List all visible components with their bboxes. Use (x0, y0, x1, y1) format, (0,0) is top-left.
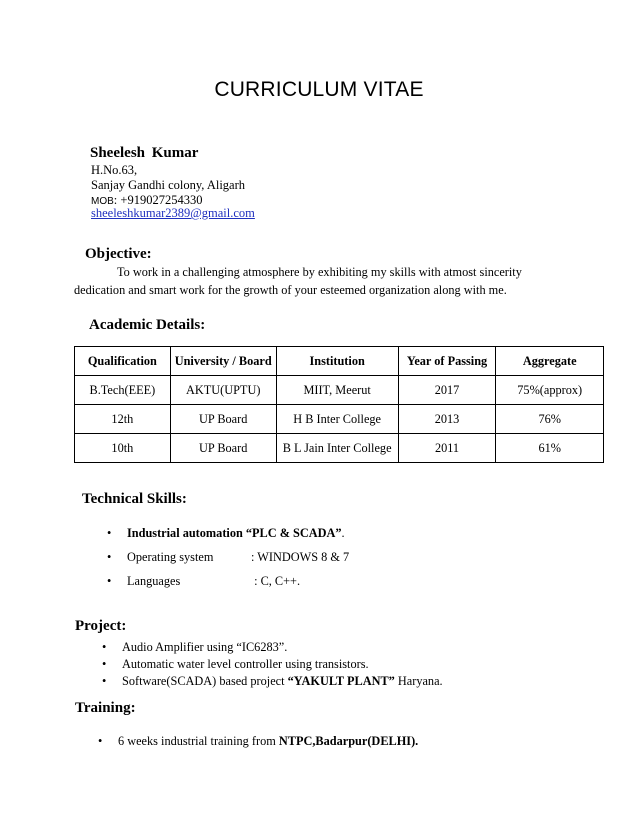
training-item-bold: NTPC,Badarpur(DELHI). (278, 734, 419, 748)
table-cell: 10th (75, 434, 171, 463)
applicant-name: Sheelesh Kumar (90, 145, 199, 161)
skill-automation-end: . (341, 526, 345, 540)
header-institution: Institution (276, 347, 398, 376)
bullet-icon: • (102, 657, 107, 671)
objective-heading: Objective: (85, 246, 152, 262)
list-item (107, 526, 349, 550)
header-university: University / Board (170, 347, 276, 376)
email-link[interactable]: sheeleshkumar2389@gmail.com (91, 206, 255, 220)
bullet-icon: • (102, 674, 107, 688)
academic-table (74, 346, 604, 463)
training-list (98, 734, 418, 749)
table-cell: 61% (496, 434, 604, 463)
bullet-icon: • (102, 640, 107, 654)
project-item-3-pre: Software(SCADA) based project (122, 674, 288, 688)
bullet-icon: • (107, 526, 112, 540)
table-row (75, 405, 604, 434)
technical-heading: Technical Skills: (82, 491, 187, 507)
table-cell: 2013 (398, 405, 496, 434)
mobile-value: +919027254330 (120, 193, 203, 207)
list-item (102, 657, 443, 674)
document-title: CURRICULUM VITAE (214, 78, 424, 101)
list-item (107, 550, 349, 574)
table-cell: 2011 (398, 434, 496, 463)
project-heading: Project: (75, 618, 127, 634)
list-item (102, 674, 443, 691)
list-item (102, 640, 443, 657)
skill-languages-value: : C, C++. (251, 574, 301, 588)
list-item (98, 734, 418, 749)
list-item (107, 574, 349, 598)
academic-heading: Academic Details: (89, 317, 206, 333)
table-cell: UP Board (170, 434, 276, 463)
training-item-pre: 6 weeks industrial training from (118, 734, 279, 748)
project-item-3-bold: “YAKULT PLANT” (287, 674, 395, 688)
header-aggregate: Aggregate (496, 347, 604, 376)
project-item-2: Automatic water level controller using transistors. (122, 657, 369, 671)
table-header-row (75, 347, 604, 376)
table-cell: 2017 (398, 376, 496, 405)
table-cell: 12th (75, 405, 171, 434)
bullet-icon: • (107, 574, 112, 588)
objective-line-1: To work in a challenging atmosphere by exhibiting my skills with atmost sincerity (117, 265, 522, 279)
skill-automation: Industrial automation “PLC & SCADA” (127, 526, 342, 540)
skill-os-label: Operating system (127, 550, 214, 564)
training-heading: Training: (75, 700, 136, 716)
mobile-separator: : (113, 193, 121, 207)
project-item-1: Audio Amplifier using “IC6283”. (122, 640, 288, 654)
table-cell: AKTU(UPTU) (170, 376, 276, 405)
bullet-icon: • (107, 550, 112, 564)
table-row (75, 434, 604, 463)
skill-languages-label: Languages (127, 574, 181, 588)
table-cell: B.Tech(EEE) (75, 376, 171, 405)
address-line-2: Sanjay Gandhi colony, Aligarh (91, 178, 246, 192)
objective-line-2: dedication and smart work for the growth of your esteemed organization along with me. (74, 283, 507, 297)
bullet-icon: • (98, 734, 103, 748)
table-cell: MIIT, Meerut (276, 376, 398, 405)
mobile-label: MOB (91, 196, 114, 207)
table-cell: 76% (496, 405, 604, 434)
project-list (102, 640, 443, 691)
table-row (75, 376, 604, 405)
skill-os-value: : WINDOWS 8 & 7 (251, 550, 350, 564)
header-year: Year of Passing (398, 347, 496, 376)
table-cell: H B Inter College (276, 405, 398, 434)
project-item-3-post: Haryana. (394, 674, 443, 688)
technical-skills-list (107, 526, 349, 598)
table-cell: B L Jain Inter College (276, 434, 398, 463)
table-cell: UP Board (170, 405, 276, 434)
table-cell: 75%(approx) (496, 376, 604, 405)
address-line-1: H.No.63, (91, 163, 138, 177)
header-qualification: Qualification (75, 347, 171, 376)
